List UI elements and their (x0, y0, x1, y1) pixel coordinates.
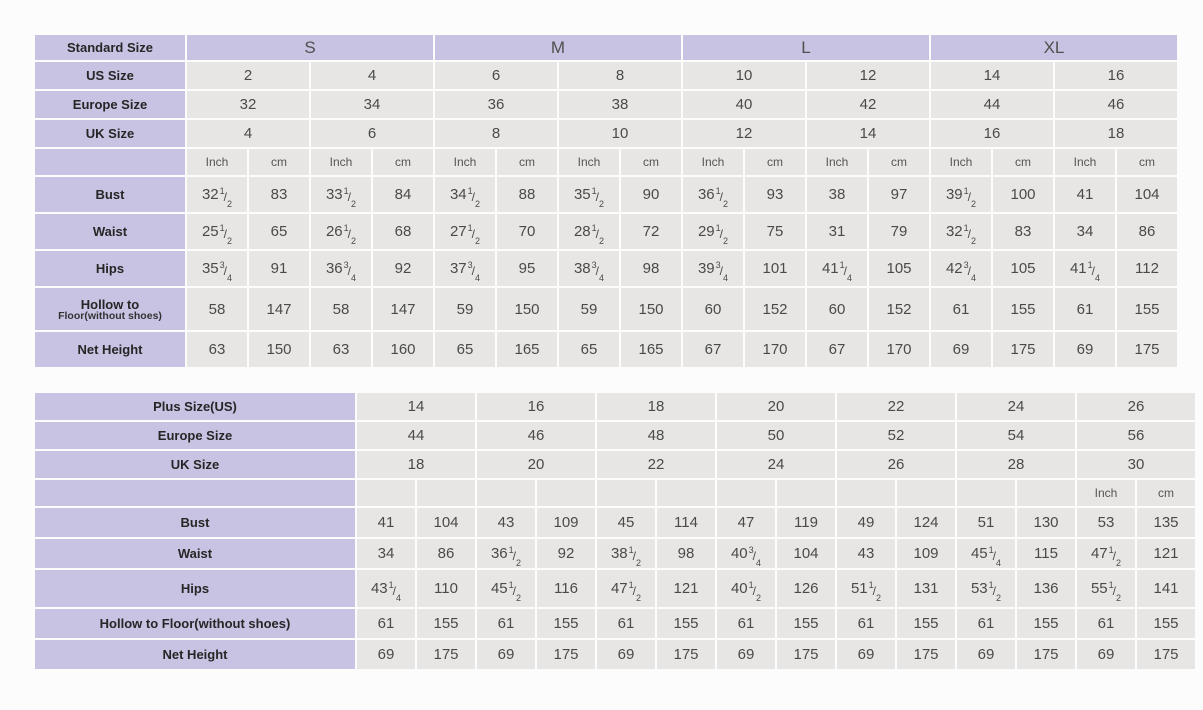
measure-value-cell: 155 (897, 609, 955, 638)
size-value-cell: 18 (1055, 120, 1177, 147)
row-label-cell: Hips (35, 570, 355, 607)
unit-label-cell: Inch (311, 149, 371, 175)
measure-value-cell: 155 (1117, 288, 1177, 330)
unit-label-cell: cm (249, 149, 309, 175)
measure-value-cell: 65 (249, 214, 309, 249)
row-label-cell: Hips (35, 251, 185, 286)
measure-value-cell: $45^1/_4$ (957, 539, 1015, 568)
size-value-cell: 34 (311, 91, 433, 118)
unit-label-cell (777, 480, 835, 506)
size-value-cell: 24 (717, 451, 835, 478)
measure-value-cell: 98 (657, 539, 715, 568)
measure-value-cell: $33^1/_2$ (311, 177, 371, 212)
measure-value-cell: 104 (417, 508, 475, 537)
measure-value-cell: 88 (497, 177, 557, 212)
size-value-cell: 30 (1077, 451, 1195, 478)
measure-value-cell: 41 (357, 508, 415, 537)
measure-value-cell: $51^1/_2$ (837, 570, 895, 607)
size-value-cell: 28 (957, 451, 1075, 478)
size-value-cell: 50 (717, 422, 835, 449)
measure-value-cell: 109 (537, 508, 595, 537)
unit-label-cell: cm (621, 149, 681, 175)
size-value-cell: 10 (559, 120, 681, 147)
measure-value-cell: 136 (1017, 570, 1075, 607)
measure-value-cell: 61 (1055, 288, 1115, 330)
measure-value-cell: 100 (993, 177, 1053, 212)
group-header-cell: S (187, 35, 433, 60)
size-value-cell: 26 (837, 451, 955, 478)
measure-value-cell: 69 (717, 640, 775, 669)
measure-value-cell: 75 (745, 214, 805, 249)
measure-value-cell: 95 (497, 251, 557, 286)
measure-value-cell: 101 (745, 251, 805, 286)
measure-value-cell: 34 (357, 539, 415, 568)
unit-label-cell: cm (869, 149, 929, 175)
size-row (35, 451, 1195, 478)
unit-label-cell: Inch (683, 149, 743, 175)
size-row (35, 91, 1177, 118)
measure-value-cell: $41^1/_4$ (807, 251, 867, 286)
measure-value-cell: 83 (249, 177, 309, 212)
measure-value-cell: $34^1/_2$ (435, 177, 495, 212)
row-label-cell: UK Size (35, 451, 355, 478)
measure-value-cell: $41^1/_4$ (1055, 251, 1115, 286)
measure-value-cell: 155 (1017, 609, 1075, 638)
size-value-cell: 6 (311, 120, 433, 147)
row-label-cell: Bust (35, 508, 355, 537)
unit-label-cell: cm (497, 149, 557, 175)
measure-value-cell: 155 (657, 609, 715, 638)
unit-label-cell: Inch (807, 149, 867, 175)
measure-value-cell: 147 (373, 288, 433, 330)
size-row (35, 422, 1195, 449)
measure-value-cell: 175 (993, 332, 1053, 367)
measure-value-cell: 175 (537, 640, 595, 669)
measure-value-cell: 155 (993, 288, 1053, 330)
size-value-cell: 8 (559, 62, 681, 89)
measure-value-cell: $37^3/_4$ (435, 251, 495, 286)
unit-label-cell: Inch (559, 149, 619, 175)
measure-value-cell: 160 (373, 332, 433, 367)
size-value-cell: 2 (187, 62, 309, 89)
measure-value-cell: 67 (683, 332, 743, 367)
plus-size-table (33, 391, 1197, 671)
measure-value-cell: 130 (1017, 508, 1075, 537)
measure-value-cell: 34 (1055, 214, 1115, 249)
size-row (35, 62, 1177, 89)
unit-label-cell: cm (373, 149, 433, 175)
unit-label-cell: Inch (1055, 149, 1115, 175)
measure-value-cell: 150 (497, 288, 557, 330)
measure-value-cell: 175 (657, 640, 715, 669)
measure-value-cell: 60 (807, 288, 867, 330)
row-label-cell: Plus Size(US) (35, 393, 355, 420)
measure-value-cell: 175 (1017, 640, 1075, 669)
unit-label-cell: cm (1117, 149, 1177, 175)
measure-value-cell: 86 (1117, 214, 1177, 249)
measure-value-cell: 126 (777, 570, 835, 607)
measure-value-cell: 61 (477, 609, 535, 638)
measure-value-cell: 60 (683, 288, 743, 330)
measure-value-cell: 47 (717, 508, 775, 537)
group-header-cell: XL (931, 35, 1177, 60)
row-label-cell: Net Height (35, 332, 185, 367)
size-value-cell: 44 (357, 422, 475, 449)
measure-value-cell: 121 (657, 570, 715, 607)
measure-row (35, 570, 1195, 607)
measure-value-cell: 43 (837, 539, 895, 568)
measure-value-cell: 67 (807, 332, 867, 367)
measure-value-cell: $40^1/_2$ (717, 570, 775, 607)
measure-value-cell: $45^1/_2$ (477, 570, 535, 607)
row-label-cell: Bust (35, 177, 185, 212)
group-header-cell: L (683, 35, 929, 60)
unit-label-cell (477, 480, 535, 506)
size-value-cell: 26 (1077, 393, 1195, 420)
size-value-cell: 4 (187, 120, 309, 147)
measure-value-cell: 175 (417, 640, 475, 669)
size-value-cell: 16 (477, 393, 595, 420)
measure-value-cell: 141 (1137, 570, 1195, 607)
measure-row (35, 539, 1195, 568)
measure-value-cell: 69 (357, 640, 415, 669)
measure-value-cell: 69 (477, 640, 535, 669)
measure-value-cell: 84 (373, 177, 433, 212)
row-label-cell: US Size (35, 62, 185, 89)
measure-value-cell: $42^3/_4$ (931, 251, 991, 286)
measure-value-cell: 38 (807, 177, 867, 212)
size-value-cell: 42 (807, 91, 929, 118)
measure-value-cell: 112 (1117, 251, 1177, 286)
size-value-cell: 44 (931, 91, 1053, 118)
measure-value-cell: 155 (537, 609, 595, 638)
unit-label-cell: Inch (1077, 480, 1135, 506)
group-header-row (35, 35, 1177, 60)
measure-value-cell: $32^1/_2$ (187, 177, 247, 212)
measure-value-cell: 59 (559, 288, 619, 330)
size-value-cell: 6 (435, 62, 557, 89)
measure-value-cell: $36^1/_2$ (683, 177, 743, 212)
measure-value-cell: 135 (1137, 508, 1195, 537)
size-value-cell: 48 (597, 422, 715, 449)
measure-value-cell: 104 (777, 539, 835, 568)
measure-value-cell: 175 (777, 640, 835, 669)
measure-value-cell: $35^3/_4$ (187, 251, 247, 286)
measure-value-cell: 69 (957, 640, 1015, 669)
measure-value-cell: 150 (621, 288, 681, 330)
measure-value-cell: 79 (869, 214, 929, 249)
measure-value-cell: $27^1/_2$ (435, 214, 495, 249)
measure-value-cell: 109 (897, 539, 955, 568)
unit-label-cell (357, 480, 415, 506)
measure-value-cell: 45 (597, 508, 655, 537)
unit-label-cell (837, 480, 895, 506)
size-value-cell: 14 (931, 62, 1053, 89)
measure-value-cell: 69 (1077, 640, 1135, 669)
measure-value-cell: 58 (311, 288, 371, 330)
measure-value-cell: 31 (807, 214, 867, 249)
measure-value-cell: 121 (1137, 539, 1195, 568)
measure-value-cell: $32^1/_2$ (931, 214, 991, 249)
measure-value-cell: $43^1/_4$ (357, 570, 415, 607)
measure-value-cell: 98 (621, 251, 681, 286)
measure-row (35, 177, 1177, 212)
measure-value-cell: $36^1/_2$ (477, 539, 535, 568)
size-row (35, 393, 1195, 420)
size-value-cell: 40 (683, 91, 805, 118)
measure-value-cell: 53 (1077, 508, 1135, 537)
unit-label-cell (717, 480, 775, 506)
measure-value-cell: $25^1/_2$ (187, 214, 247, 249)
measure-row (35, 609, 1195, 638)
size-value-cell: 20 (717, 393, 835, 420)
measure-value-cell: $39^1/_2$ (931, 177, 991, 212)
size-value-cell: 14 (807, 120, 929, 147)
measure-value-cell: 105 (993, 251, 1053, 286)
measure-value-cell: 175 (897, 640, 955, 669)
size-value-cell: 4 (311, 62, 433, 89)
size-value-cell: 54 (957, 422, 1075, 449)
measure-value-cell: 175 (1117, 332, 1177, 367)
measure-value-cell: 124 (897, 508, 955, 537)
row-label-cell: UK Size (35, 120, 185, 147)
size-value-cell: 16 (1055, 62, 1177, 89)
measure-row (35, 332, 1177, 367)
measure-value-cell: 165 (621, 332, 681, 367)
measure-value-cell: 69 (931, 332, 991, 367)
size-value-cell: 24 (957, 393, 1075, 420)
measure-value-cell: $39^3/_4$ (683, 251, 743, 286)
measure-value-cell: 69 (837, 640, 895, 669)
measure-value-cell: 92 (373, 251, 433, 286)
size-value-cell: 52 (837, 422, 955, 449)
size-value-cell: 46 (477, 422, 595, 449)
measure-value-cell: 97 (869, 177, 929, 212)
size-value-cell: 46 (1055, 91, 1177, 118)
row-label-cell (35, 480, 355, 506)
size-value-cell: 20 (477, 451, 595, 478)
measure-row (35, 508, 1195, 537)
size-value-cell: 32 (187, 91, 309, 118)
size-value-cell: 36 (435, 91, 557, 118)
measure-value-cell: 110 (417, 570, 475, 607)
measure-value-cell: 147 (249, 288, 309, 330)
measure-value-cell: $36^3/_4$ (311, 251, 371, 286)
size-value-cell: 22 (837, 393, 955, 420)
corner-label-cell: Standard Size (35, 35, 185, 60)
row-label-cell: Net Height (35, 640, 355, 669)
measure-row (35, 288, 1177, 330)
size-value-cell: 38 (559, 91, 681, 118)
measure-value-cell: 69 (597, 640, 655, 669)
row-label-second-line: Floor(without shoes) (58, 309, 162, 322)
measure-value-cell: $38^3/_4$ (559, 251, 619, 286)
size-value-cell: 14 (357, 393, 475, 420)
size-row (35, 120, 1177, 147)
measure-value-cell: 104 (1117, 177, 1177, 212)
unit-label-cell: cm (745, 149, 805, 175)
unit-label-cell: Inch (435, 149, 495, 175)
group-header-cell: M (435, 35, 681, 60)
measure-value-cell: 155 (1137, 609, 1195, 638)
measure-value-cell: 61 (1077, 609, 1135, 638)
measure-value-cell: 92 (537, 539, 595, 568)
size-value-cell: 16 (931, 120, 1053, 147)
measure-value-cell: 90 (621, 177, 681, 212)
unit-label-cell (537, 480, 595, 506)
measure-value-cell: 61 (717, 609, 775, 638)
row-label-cell: Europe Size (35, 91, 185, 118)
unit-label-cell: Inch (187, 149, 247, 175)
size-value-cell: 18 (597, 393, 715, 420)
measure-value-cell: 70 (497, 214, 557, 249)
measure-value-cell: 155 (417, 609, 475, 638)
row-label-cell: Europe Size (35, 422, 355, 449)
measure-value-cell: 131 (897, 570, 955, 607)
measure-value-cell: 61 (931, 288, 991, 330)
measure-value-cell: 91 (249, 251, 309, 286)
size-value-cell: 8 (435, 120, 557, 147)
measure-value-cell: 152 (869, 288, 929, 330)
measure-value-cell: 150 (249, 332, 309, 367)
measure-value-cell: 114 (657, 508, 715, 537)
measure-value-cell: 63 (311, 332, 371, 367)
unit-label-cell: cm (1137, 480, 1195, 506)
size-value-cell: 22 (597, 451, 715, 478)
unit-label-cell (897, 480, 955, 506)
measure-value-cell: 69 (1055, 332, 1115, 367)
measure-value-cell: $26^1/_2$ (311, 214, 371, 249)
measure-value-cell: 116 (537, 570, 595, 607)
size-value-cell: 56 (1077, 422, 1195, 449)
standard-size-table (33, 33, 1179, 369)
measure-value-cell: $47^1/_2$ (1077, 539, 1135, 568)
measure-value-cell: $28^1/_2$ (559, 214, 619, 249)
unit-label-cell (417, 480, 475, 506)
measure-value-cell: 152 (745, 288, 805, 330)
measure-value-cell: 41 (1055, 177, 1115, 212)
measure-value-cell: 170 (869, 332, 929, 367)
unit-label-cell (957, 480, 1015, 506)
measure-value-cell: $40^3/_4$ (717, 539, 775, 568)
measure-value-cell: 105 (869, 251, 929, 286)
measure-value-cell: 61 (957, 609, 1015, 638)
row-label-cell (35, 149, 185, 175)
size-value-cell: 18 (357, 451, 475, 478)
unit-header-row (35, 149, 1177, 175)
row-label-cell: Hollow to Floor(without shoes) (35, 609, 355, 638)
unit-label-cell: cm (993, 149, 1053, 175)
unit-label-cell (1017, 480, 1075, 506)
size-value-cell: 12 (683, 120, 805, 147)
measure-value-cell: 61 (357, 609, 415, 638)
measure-value-cell: 119 (777, 508, 835, 537)
measure-value-cell: 170 (745, 332, 805, 367)
measure-value-cell: 83 (993, 214, 1053, 249)
row-label-cell: Hollow to Floor(without shoes) (35, 288, 185, 330)
measure-value-cell: 165 (497, 332, 557, 367)
unit-header-row (35, 480, 1195, 506)
measure-value-cell: $38^1/_2$ (597, 539, 655, 568)
measure-value-cell: 68 (373, 214, 433, 249)
measure-value-cell: 65 (559, 332, 619, 367)
measure-value-cell: 61 (837, 609, 895, 638)
measure-value-cell: 175 (1137, 640, 1195, 669)
measure-value-cell: 86 (417, 539, 475, 568)
measure-value-cell: $35^1/_2$ (559, 177, 619, 212)
measure-value-cell: 49 (837, 508, 895, 537)
measure-row (35, 251, 1177, 286)
unit-label-cell (597, 480, 655, 506)
measure-row (35, 214, 1177, 249)
measure-value-cell: 72 (621, 214, 681, 249)
measure-value-cell: $29^1/_2$ (683, 214, 743, 249)
size-value-cell: 10 (683, 62, 805, 89)
unit-label-cell: Inch (931, 149, 991, 175)
measure-value-cell: $55^1/_2$ (1077, 570, 1135, 607)
measure-value-cell: $53^1/_2$ (957, 570, 1015, 607)
measure-value-cell: 115 (1017, 539, 1075, 568)
measure-value-cell: 58 (187, 288, 247, 330)
measure-value-cell: 93 (745, 177, 805, 212)
row-label-cell: Waist (35, 214, 185, 249)
measure-value-cell: 43 (477, 508, 535, 537)
measure-value-cell: 51 (957, 508, 1015, 537)
measure-value-cell: 65 (435, 332, 495, 367)
measure-value-cell: 155 (777, 609, 835, 638)
measure-row (35, 640, 1195, 669)
measure-value-cell: $47^1/_2$ (597, 570, 655, 607)
unit-label-cell (657, 480, 715, 506)
row-label-cell: Waist (35, 539, 355, 568)
measure-value-cell: 61 (597, 609, 655, 638)
size-value-cell: 12 (807, 62, 929, 89)
measure-value-cell: 59 (435, 288, 495, 330)
measure-value-cell: 63 (187, 332, 247, 367)
